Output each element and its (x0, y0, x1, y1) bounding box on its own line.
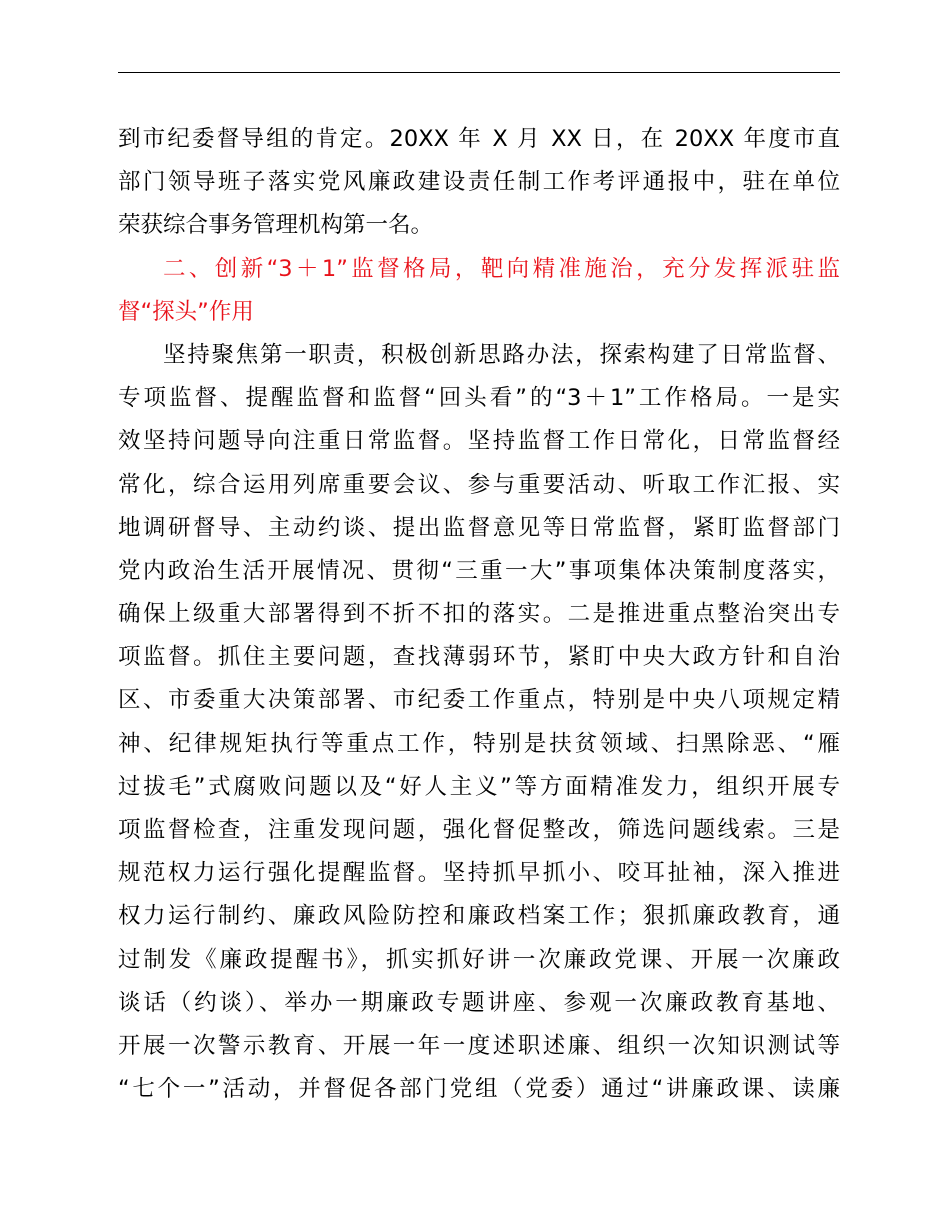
text-line: 开展一次警示教育、开展一年一度述职述廉、组织一次知识测试等 (118, 1032, 840, 1059)
document-body (118, 118, 840, 1111)
text-line: 荣获综合事务管理机构第一名。 (118, 212, 434, 239)
header-rule (118, 72, 840, 73)
section-heading (118, 248, 840, 334)
text-line: 专项监督、提醒监督和监督“回头看”的“3＋1”工作格局。一是实 (118, 385, 840, 412)
text-line: 项监督检查，注重发现问题，强化督促整改，筛选问题线索。三是 (118, 817, 840, 843)
heading-line: 督“探头”作用 (118, 298, 254, 325)
text-line: 规范权力运行强化提醒监督。坚持抓早抓小、咬耳扯袖，深入推进 (118, 860, 840, 887)
text-line: 党内政治生活开展情况、贯彻“三重一大”事项集体决策制度落实， (118, 557, 840, 584)
text-line: 到市纪委督导组的肯定。20XX 年 X 月 XX 日，在 20XX 年度市直 (118, 126, 840, 152)
text-line: 神、纪律规矩执行等重点工作，特别是扶贫领域、扫黑除恶、“雁 (118, 730, 840, 757)
text-line: 坚持聚焦第一职责，积极创新思路办法，探索构建了日常监督、 (163, 341, 840, 368)
text-line: 过拔毛”式腐败问题以及“好人主义”等方面精准发力，组织开展专 (118, 773, 840, 800)
text-line: 确保上级重大部署得到不折不扣的落实。二是推进重点整治突出专 (118, 601, 840, 628)
text-line: 谈话（约谈）、举办一期廉政专题讲座、参观一次廉政教育基地、 (118, 989, 840, 1016)
paragraph-2 (118, 334, 840, 1111)
text-line: 过制发《廉政提醒书》，抓实抓好讲一次廉政党课、开展一次廉政 (118, 946, 840, 973)
paragraph-1 (118, 118, 840, 248)
text-line: 区、市委重大决策部署、市纪委工作重点，特别是中央八项规定精 (118, 687, 840, 714)
text-line: 常化，综合运用列席重要会议、参与重要活动、听取工作汇报、实 (118, 471, 840, 498)
text-line: “七个一”活动，并督促各部门党组（党委）通过“讲廉政课、读廉 (118, 1076, 840, 1103)
text-line: 地调研督导、主动约谈、提出监督意见等日常监督，紧盯监督部门 (118, 514, 840, 541)
heading-line: 二、创新“3＋1”监督格局，靶向精准施治，充分发挥派驻监 (163, 255, 840, 282)
text-line: 项监督。抓住主要问题，查找薄弱环节，紧盯中央大政方针和自治 (118, 644, 840, 671)
text-line: 权力运行制约、廉政风险防控和廉政档案工作；狠抓廉政教育，通 (118, 903, 840, 930)
text-line: 效坚持问题导向注重日常监督。坚持监督工作日常化，日常监督经 (118, 428, 840, 455)
text-line: 部门领导班子落实党风廉政建设责任制工作考评通报中，驻在单位 (118, 169, 840, 196)
